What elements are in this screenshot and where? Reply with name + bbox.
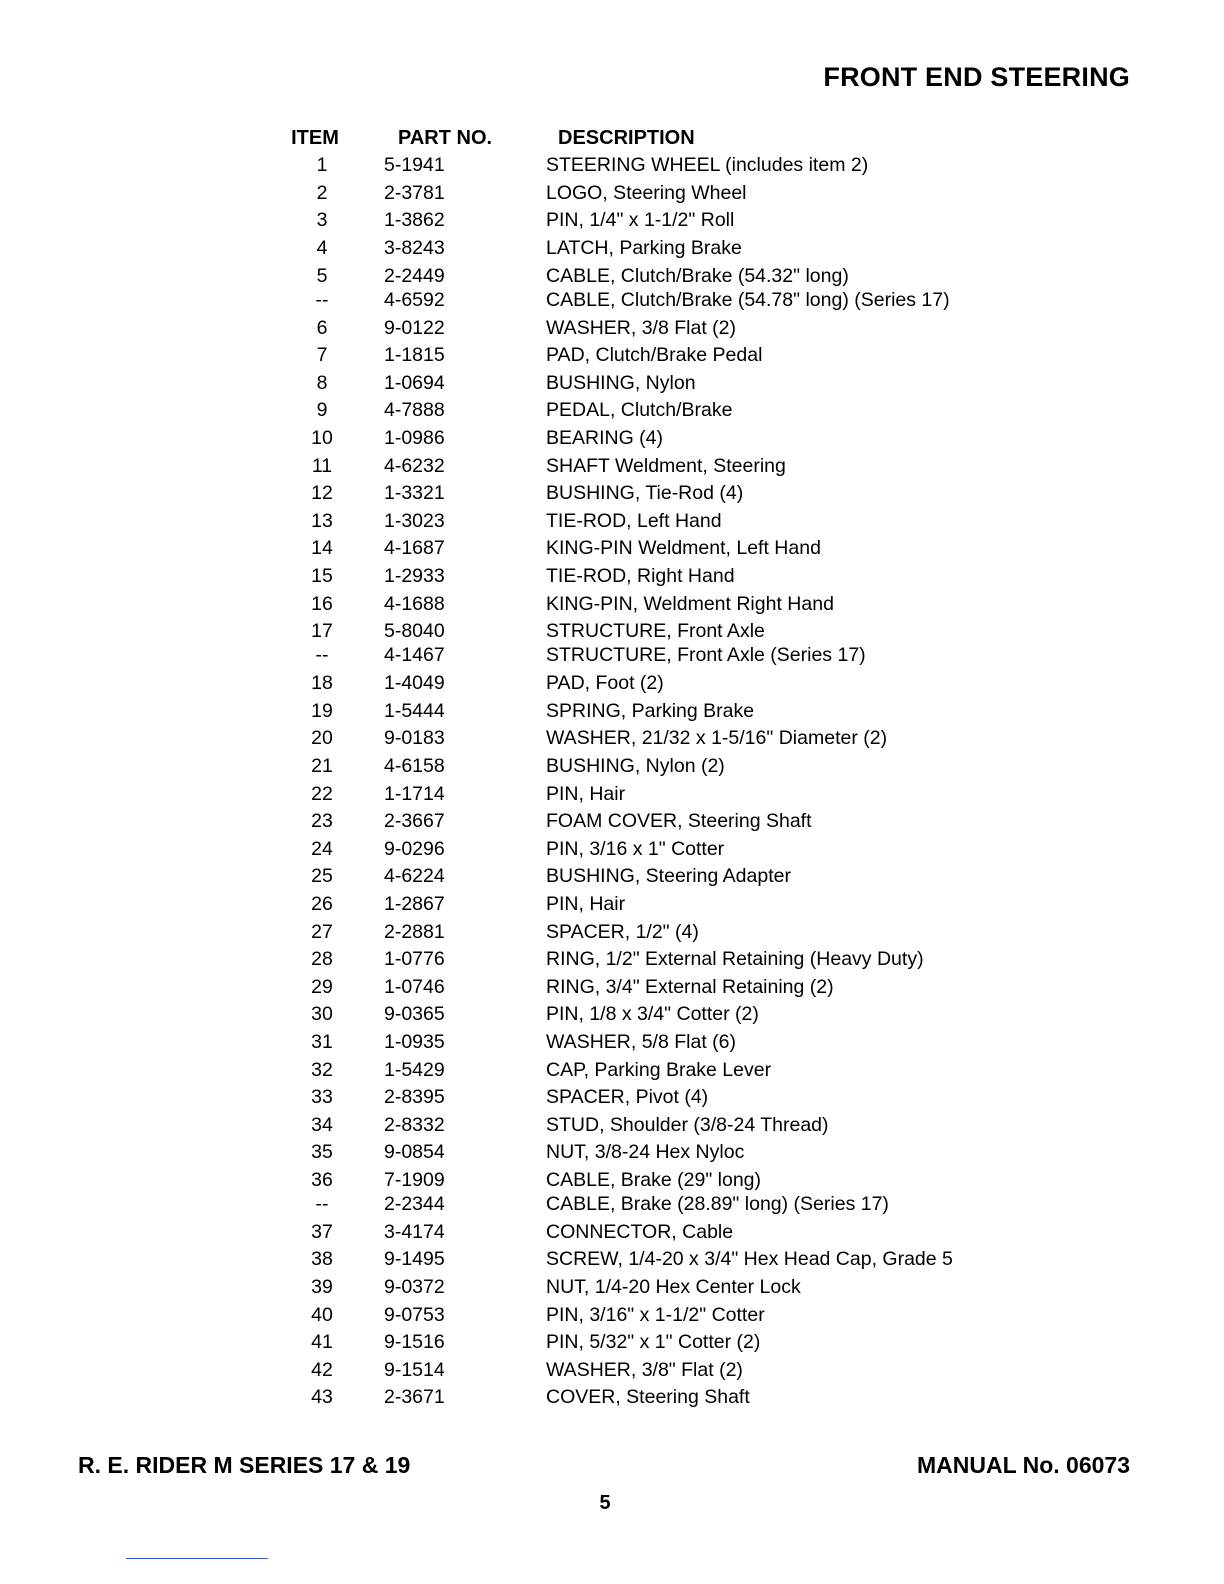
table-row [270, 1056, 1030, 1084]
item-cell: 40 [311, 1303, 333, 1326]
description-cell: KING-PIN, Weldment Right Hand [546, 592, 834, 615]
part-number-cell: 1-3862 [384, 209, 445, 232]
part-number-cell: 9-1514 [384, 1358, 445, 1381]
table-row [270, 590, 1030, 618]
table-row [270, 480, 1030, 508]
table-row [270, 425, 1030, 453]
description-cell: BUSHING, Steering Adapter [546, 865, 791, 888]
table-row [270, 620, 1030, 644]
description-cell: PIN, 5/32" x 1" Cotter (2) [546, 1331, 761, 1354]
part-number-cell: 2-8395 [384, 1086, 445, 1109]
item-cell: 23 [311, 810, 333, 833]
description-cell: WASHER, 5/8 Flat (6) [546, 1030, 736, 1053]
description-cell: CABLE, Brake (29" long) [546, 1169, 762, 1192]
item-cell: 20 [311, 727, 333, 750]
part-number-cell: 1-2933 [384, 565, 445, 588]
part-number-cell: 4-6592 [384, 288, 445, 311]
table-row [270, 1301, 1030, 1329]
part-number-cell: 2-3781 [384, 181, 445, 204]
description-cell: CABLE, Clutch/Brake (54.78" long) (Series 17) [546, 288, 950, 311]
item-cell: 33 [311, 1086, 333, 1109]
table-row [270, 1111, 1030, 1139]
part-number-cell: 4-6224 [384, 865, 445, 888]
description-cell: CONNECTOR, Cable [546, 1220, 734, 1243]
header-item: ITEM [291, 126, 339, 149]
table-row [270, 235, 1030, 263]
part-number-cell: 5-8040 [384, 620, 445, 643]
item-cell: 25 [311, 865, 333, 888]
item-cell: 7 [316, 344, 328, 367]
item-cell: 24 [311, 837, 333, 860]
table-header [270, 124, 1030, 152]
description-cell: KING-PIN Weldment, Left Hand [546, 537, 821, 560]
table-row [270, 891, 1030, 919]
item-cell: 19 [311, 699, 333, 722]
description-cell: CABLE, Clutch/Brake (54.32" long) [546, 264, 849, 287]
part-number-cell: 1-1714 [384, 782, 445, 805]
item-cell: 4 [316, 237, 328, 260]
header-part-no: PART NO. [398, 126, 493, 149]
item-cell: -- [315, 644, 329, 667]
part-number-cell: 9-0854 [384, 1141, 445, 1164]
description-cell: TIE-ROD, Left Hand [546, 509, 722, 532]
part-number-cell: 9-0365 [384, 1003, 445, 1026]
item-cell: 6 [316, 316, 328, 339]
part-number-cell: 3-4174 [384, 1220, 445, 1243]
description-cell: PIN, Hair [546, 892, 626, 915]
part-number-cell: 2-8332 [384, 1113, 445, 1136]
part-number-cell: 1-0776 [384, 948, 445, 971]
table-row [270, 452, 1030, 480]
item-cell: 41 [311, 1331, 333, 1354]
description-cell: BEARING (4) [546, 427, 664, 450]
item-cell: 42 [311, 1358, 333, 1381]
item-cell: 21 [311, 754, 333, 777]
table-row [270, 563, 1030, 591]
part-number-cell: 9-0753 [384, 1303, 445, 1326]
description-cell: NUT, 1/4-20 Hex Center Lock [546, 1276, 801, 1299]
part-number-cell: 9-0372 [384, 1276, 445, 1299]
table-row [270, 1029, 1030, 1057]
table-row [270, 397, 1030, 425]
part-number-cell: 5-1941 [384, 154, 445, 177]
part-number-cell: 2-3671 [384, 1386, 445, 1409]
table-row [270, 535, 1030, 563]
item-cell: 31 [311, 1030, 333, 1053]
description-cell: PEDAL, Clutch/Brake [546, 399, 733, 422]
scan-artifact-line [126, 1558, 268, 1559]
table-row [270, 670, 1030, 698]
header-description: DESCRIPTION [558, 126, 695, 149]
footer-manual-number: MANUAL No. 06073 [916, 1452, 1130, 1478]
table-row [270, 508, 1030, 536]
item-cell: 32 [311, 1058, 333, 1081]
table-row [270, 1139, 1030, 1167]
part-number-cell: 4-6158 [384, 754, 445, 777]
item-cell: 22 [311, 782, 333, 805]
table-row [270, 207, 1030, 235]
table-row [270, 370, 1030, 398]
table-row [270, 288, 1030, 312]
description-cell: SHAFT Weldment, Steering [546, 454, 786, 477]
description-cell: LATCH, Parking Brake [546, 237, 742, 260]
description-cell: SPACER, 1/2" (4) [546, 920, 699, 943]
description-cell: NUT, 3/8-24 Hex Nyloc [546, 1141, 745, 1164]
item-cell: 12 [311, 482, 333, 505]
description-cell: CABLE, Brake (28.89" long) (Series 17) [546, 1193, 889, 1216]
description-cell: RING, 1/2" External Retaining (Heavy Duty) [546, 948, 924, 971]
description-cell: TIE-ROD, Right Hand [546, 565, 735, 588]
table-row [270, 973, 1030, 1001]
description-cell: FOAM COVER, Steering Shaft [546, 810, 812, 833]
table-row [270, 780, 1030, 808]
item-cell: 35 [311, 1141, 333, 1164]
table-row [270, 1384, 1030, 1412]
item-cell: 39 [311, 1276, 333, 1299]
table-row [270, 946, 1030, 974]
part-number-cell: 9-0296 [384, 837, 445, 860]
item-cell: 10 [311, 427, 333, 450]
part-number-cell: 4-1687 [384, 537, 445, 560]
item-cell: 38 [311, 1248, 333, 1271]
part-number-cell: 9-0122 [384, 316, 445, 339]
description-cell: STRUCTURE, Front Axle (Series 17) [546, 644, 866, 667]
description-cell: PIN, 1/4" x 1-1/2" Roll [546, 209, 735, 232]
item-cell: 1 [316, 154, 328, 177]
table-row [270, 863, 1030, 891]
item-cell: 5 [316, 264, 328, 287]
table-body [270, 152, 1030, 1412]
description-cell: SPACER, Pivot (4) [546, 1086, 709, 1109]
item-cell: 15 [311, 565, 333, 588]
description-cell: PIN, Hair [546, 782, 626, 805]
description-cell: PIN, 3/16" x 1-1/2" Cotter [546, 1303, 765, 1326]
item-cell: -- [315, 1193, 329, 1216]
table-row [270, 180, 1030, 208]
description-cell: BUSHING, Nylon (2) [546, 754, 725, 777]
table-row [270, 1246, 1030, 1274]
description-cell: PAD, Foot (2) [546, 672, 664, 695]
table-row [270, 1274, 1030, 1302]
description-cell: COVER, Steering Shaft [546, 1386, 750, 1409]
description-cell: WASHER, 3/8" Flat (2) [546, 1358, 743, 1381]
table-row [270, 1219, 1030, 1247]
description-cell: SCREW, 1/4-20 x 3/4" Hex Head Cap, Grade 5 [546, 1248, 953, 1271]
item-cell: 3 [316, 209, 328, 232]
description-cell: PAD, Clutch/Brake Pedal [546, 344, 763, 367]
page-number: 5 [599, 1492, 611, 1514]
table-row [270, 264, 1030, 288]
table-row [270, 918, 1030, 946]
part-number-cell: 4-6232 [384, 454, 445, 477]
description-cell: PIN, 3/16 x 1" Cotter [546, 837, 725, 860]
page-title: FRONT END STEERING [823, 62, 1130, 92]
item-cell: 28 [311, 948, 333, 971]
table-row [270, 1001, 1030, 1029]
part-number-cell: 1-1815 [384, 344, 445, 367]
table-row [270, 152, 1030, 180]
item-cell: 27 [311, 920, 333, 943]
part-number-cell: 2-2881 [384, 920, 445, 943]
table-row [270, 725, 1030, 753]
description-cell: BUSHING, Tie-Rod (4) [546, 482, 744, 505]
table-row [270, 1169, 1030, 1193]
part-number-cell: 9-1495 [384, 1248, 445, 1271]
part-number-cell: 4-1688 [384, 592, 445, 615]
part-number-cell: 3-8243 [384, 237, 445, 260]
item-cell: 43 [311, 1386, 333, 1409]
part-number-cell: 2-3667 [384, 810, 445, 833]
description-cell: RING, 3/4" External Retaining (2) [546, 975, 834, 998]
part-number-cell: 1-5444 [384, 699, 445, 722]
table-row [270, 835, 1030, 863]
part-number-cell: 2-2344 [384, 1193, 445, 1216]
item-cell: 16 [311, 592, 333, 615]
item-cell: 37 [311, 1220, 333, 1243]
footer-model: R. E. RIDER M SERIES 17 & 19 [78, 1452, 411, 1478]
item-cell: 26 [311, 892, 333, 915]
part-number-cell: 1-4049 [384, 672, 445, 695]
table-row [270, 698, 1030, 726]
table-row [270, 1193, 1030, 1217]
part-number-cell: 1-0694 [384, 371, 445, 394]
part-number-cell: 1-5429 [384, 1058, 445, 1081]
item-cell: 36 [311, 1169, 333, 1192]
table-row [270, 342, 1030, 370]
item-cell: 11 [311, 454, 333, 477]
description-cell: STEERING WHEEL (includes item 2) [546, 154, 869, 177]
item-cell: 8 [316, 371, 328, 394]
description-cell: WASHER, 3/8 Flat (2) [546, 316, 736, 339]
item-cell: 17 [311, 620, 333, 643]
description-cell: BUSHING, Nylon [546, 371, 696, 394]
table-row [270, 753, 1030, 781]
part-number-cell: 9-0183 [384, 727, 445, 750]
part-number-cell: 1-3321 [384, 482, 445, 505]
table-row [270, 1329, 1030, 1357]
table-row [270, 1084, 1030, 1112]
description-cell: STUD, Shoulder (3/8-24 Thread) [546, 1113, 829, 1136]
part-number-cell: 4-1467 [384, 644, 445, 667]
table-row [270, 1357, 1030, 1385]
part-number-cell: 2-2449 [384, 264, 445, 287]
part-number-cell: 7-1909 [384, 1169, 445, 1192]
description-cell: SPRING, Parking Brake [546, 699, 755, 722]
item-cell: 9 [316, 399, 328, 422]
description-cell: WASHER, 21/32 x 1-5/16" Diameter (2) [546, 727, 888, 750]
item-cell: 30 [311, 1003, 333, 1026]
description-cell: PIN, 1/8 x 3/4" Cotter (2) [546, 1003, 759, 1026]
part-number-cell: 1-0986 [384, 427, 445, 450]
table-row [270, 314, 1030, 342]
table-row [270, 808, 1030, 836]
description-cell: STRUCTURE, Front Axle [546, 620, 765, 643]
item-cell: 34 [311, 1113, 333, 1136]
part-number-cell: 1-0746 [384, 975, 445, 998]
table-row [270, 644, 1030, 668]
item-cell: 18 [311, 672, 333, 695]
item-cell: 13 [311, 509, 333, 532]
item-cell: 29 [311, 975, 333, 998]
part-number-cell: 9-1516 [384, 1331, 445, 1354]
description-cell: CAP, Parking Brake Lever [546, 1058, 772, 1081]
item-cell: 2 [316, 181, 328, 204]
description-cell: LOGO, Steering Wheel [546, 181, 747, 204]
part-number-cell: 1-2867 [384, 892, 445, 915]
part-number-cell: 1-3023 [384, 509, 445, 532]
item-cell: 14 [311, 537, 333, 560]
parts-table [270, 124, 1030, 1412]
item-cell: -- [315, 288, 329, 311]
part-number-cell: 4-7888 [384, 399, 445, 422]
part-number-cell: 1-0935 [384, 1030, 445, 1053]
